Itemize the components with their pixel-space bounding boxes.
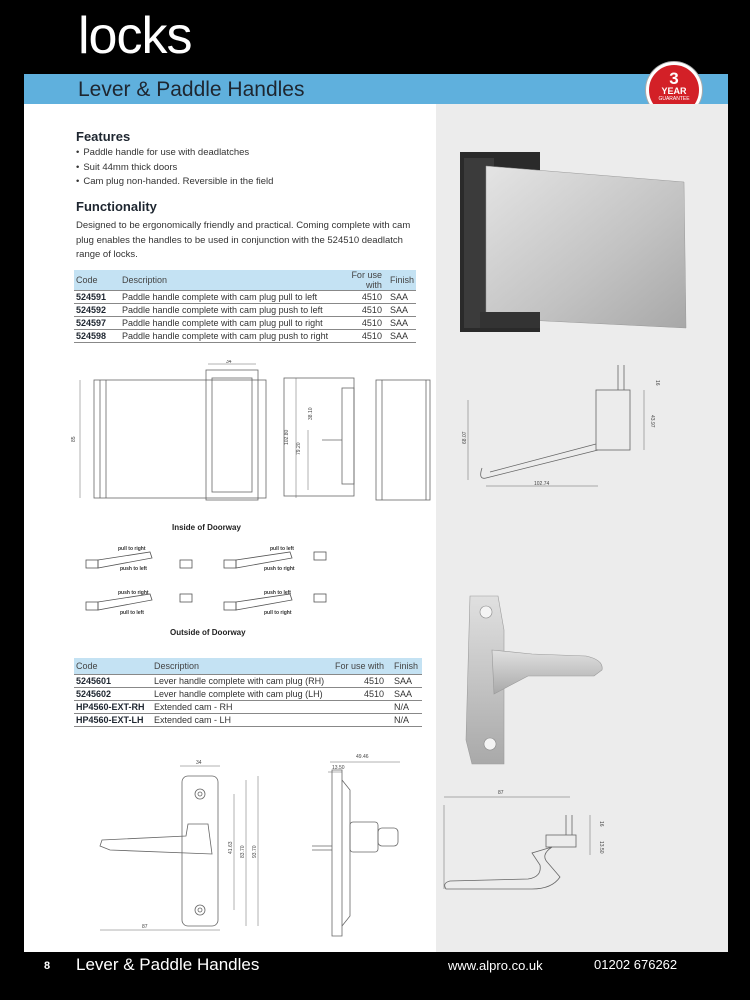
dim-label: 83.70 (240, 845, 246, 858)
dim-label: 85 (71, 436, 77, 442)
for-use-cell: 4510 (336, 304, 384, 317)
for-use-cell: 4510 (336, 330, 384, 343)
direction-label: pull to right (118, 546, 146, 552)
dim-label: 16 (654, 380, 660, 386)
features-heading: Features (76, 129, 131, 144)
dim-label: 102.74 (534, 481, 550, 487)
lever-profile-drawing (440, 785, 620, 900)
footer-website[interactable]: www.alpro.co.uk (448, 958, 543, 973)
table-row (74, 674, 422, 687)
paddle-handle-photo (456, 142, 696, 342)
footer-phone: 01202 676262 (594, 957, 678, 972)
direction-label: push to left (264, 590, 291, 596)
direction-label: push to left (120, 566, 147, 572)
description-cell: Paddle handle complete with cam plug push to left (120, 304, 336, 317)
direction-label: push to right (118, 590, 149, 596)
badge-small-text: GUARANTEE (658, 96, 690, 102)
page-number: 8 (44, 960, 51, 972)
column-header-finish: Finish (386, 658, 422, 674)
finish-cell: N/A (386, 713, 422, 726)
badge-word: YEAR (661, 86, 687, 96)
code-cell: 524592 (74, 304, 120, 317)
code-cell: 524591 (74, 291, 120, 304)
dim-label: 102.80 (284, 429, 290, 445)
functionality-text: Designed to be ergonomically friendly and practical. Coming complete with cam plug enables the handles to be used in conjunction with the 524510 deadlatch range of locks. (76, 220, 411, 260)
column-header-for-use: For use with (336, 270, 384, 291)
dim-label: 16 (598, 821, 604, 827)
table-row (74, 687, 422, 700)
dim-label: 79.20 (296, 442, 302, 455)
table-header-row (74, 270, 416, 291)
lever-technical-drawing (80, 750, 420, 940)
screw-hole-top (480, 606, 492, 618)
table-row (74, 700, 422, 713)
column-header-for-use: For use with (330, 658, 386, 674)
paddle-profile-drawing (446, 360, 666, 500)
column-header-code: Code (74, 658, 152, 674)
code-cell: 5245601 (74, 674, 152, 687)
finish-cell: SAA (384, 330, 416, 343)
lever-spec-table (74, 658, 422, 727)
code-cell: 5245602 (74, 687, 152, 700)
table-header-row (74, 658, 422, 674)
dim-label: 41.63 (228, 841, 234, 854)
table-row (74, 291, 416, 304)
outside-doorway-label: Outside of Doorway (170, 628, 246, 637)
for-use-cell: 4510 (336, 317, 384, 330)
dim-label: 93.70 (252, 845, 258, 858)
feature-item: • Cam plug non-handed. Reversible in the field (76, 175, 273, 190)
finish-cell: SAA (384, 291, 416, 304)
feature-item: • Suit 44mm thick doors (76, 161, 273, 176)
column-header-description: Description (152, 658, 330, 674)
dim-label: 87 (498, 790, 504, 796)
for-use-cell: 4510 (330, 687, 386, 700)
for-use-cell (330, 700, 386, 713)
description-cell: Extended cam - RH (152, 700, 330, 713)
column-header-code: Code (74, 270, 120, 291)
table-row (74, 330, 416, 343)
code-cell: HP4560-EXT-RH (74, 700, 152, 713)
page-subtitle: Lever & Paddle Handles (78, 78, 305, 101)
paddle-face (486, 166, 686, 328)
code-cell: 524598 (74, 330, 120, 343)
description-cell: Paddle handle complete with cam plug push to right (120, 330, 336, 343)
features-list (76, 146, 273, 190)
table-row (74, 304, 416, 317)
direction-label: pull to right (264, 610, 292, 616)
orientation-diagram (80, 538, 340, 628)
column-header-description: Description (120, 270, 336, 291)
dim-label: 68.07 (462, 431, 468, 444)
for-use-cell: 4510 (336, 291, 384, 304)
description-cell: Extended cam - LH (152, 713, 330, 726)
dim-label: 34 (226, 360, 232, 365)
dim-label: 43.97 (649, 415, 655, 428)
screw-hole-bottom (484, 738, 496, 750)
direction-label: pull to left (270, 546, 294, 552)
finish-cell: SAA (386, 687, 422, 700)
dim-label: 34 (196, 760, 202, 766)
dim-label: 87 (142, 924, 148, 930)
finish-cell: SAA (386, 674, 422, 687)
dim-label: 13.50 (332, 765, 345, 771)
direction-label: push to right (264, 566, 295, 572)
inside-doorway-label: Inside of Doorway (172, 523, 241, 532)
finish-cell: N/A (386, 700, 422, 713)
finish-cell: SAA (384, 304, 416, 317)
code-cell: 524597 (74, 317, 120, 330)
lever-arm (492, 650, 602, 694)
feature-item: • Paddle handle for use with deadlatches (76, 146, 273, 161)
section-title: locks (78, 7, 192, 65)
description-cell: Lever handle complete with cam plug (RH) (152, 674, 330, 687)
direction-label: pull to left (120, 610, 144, 616)
paddle-technical-drawing (60, 360, 440, 520)
for-use-cell (330, 713, 386, 726)
header-bar (24, 0, 728, 74)
lever-handle-photo (458, 590, 618, 770)
description-cell: Paddle handle complete with cam plug pull to right (120, 317, 336, 330)
dim-label: 13.50 (598, 841, 604, 854)
finish-cell: SAA (384, 317, 416, 330)
code-cell: HP4560-EXT-LH (74, 713, 152, 726)
description-cell: Lever handle complete with cam plug (LH) (152, 687, 330, 700)
column-header-finish: Finish (384, 270, 416, 291)
description-cell: Paddle handle complete with cam plug pull to left (120, 291, 336, 304)
dim-label: 49.46 (356, 754, 369, 760)
for-use-cell: 4510 (330, 674, 386, 687)
footer-title: Lever & Paddle Handles (76, 955, 260, 974)
paddle-base (480, 312, 540, 328)
badge-number: 3 (669, 69, 679, 88)
dim-label: 38.10 (308, 407, 314, 420)
subtitle-bar (24, 74, 728, 104)
table-row (74, 317, 416, 330)
table-row (74, 713, 422, 726)
paddle-spec-table (74, 270, 416, 343)
functionality-heading: Functionality (76, 199, 157, 214)
